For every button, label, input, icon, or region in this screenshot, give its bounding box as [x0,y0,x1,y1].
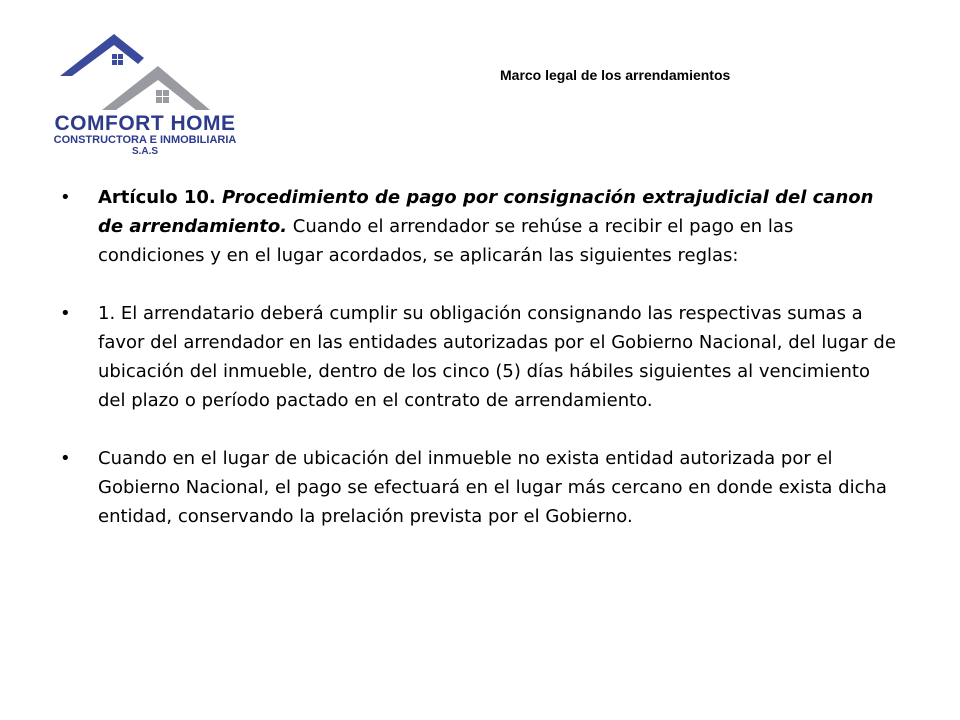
bullet-text: 1. El arrendatario deberá cumplir su obligación consignando las respectivas sumas a favor del arrendador en las entidades autorizadas por el Gobierno Nacional, del lugar de ubicación del inmueble, dentro de los cinco (5) días hábiles siguientes al vencimiento del plazo o período pactado en el contrato de arrendamiento. [98,303,896,411]
bullet-item [60,183,896,270]
bullet-item [60,299,896,415]
bullet-item [60,444,896,531]
company-logo [50,30,240,165]
slide-title: Marco legal de los arrendamientos [500,67,731,83]
article-text: Cuando el arrendador se rehúse a recibir el pago en las condiciones y en el lugar acordados, se aplicarán las siguientes reglas: [98,216,794,266]
logo-brand-name: COMFORT HOME [54,112,236,135]
bullet-glyph: • [60,448,71,469]
bullet-text [98,183,896,270]
article-heading: Procedimiento de pago por consignación extrajudicial del canon de arrendamiento. [98,187,874,237]
article-number: Artículo 10. [98,187,223,208]
bullet-glyph: • [60,303,71,324]
bullet-glyph: • [60,187,71,208]
logo-subtitle: CONSTRUCTORA E INMOBILIARIA [53,134,237,146]
bullet-text: Cuando en el lugar de ubicación del inmueble no exista entidad autorizada por el Gobierno Nacional, el pago se efectuará en el lugar más cercano en donde exista dicha entidad, conservando la prelación prevista por el Gobierno. [98,448,887,527]
slide-body [60,183,896,560]
logo-legal-form: S.A.S [131,146,159,157]
